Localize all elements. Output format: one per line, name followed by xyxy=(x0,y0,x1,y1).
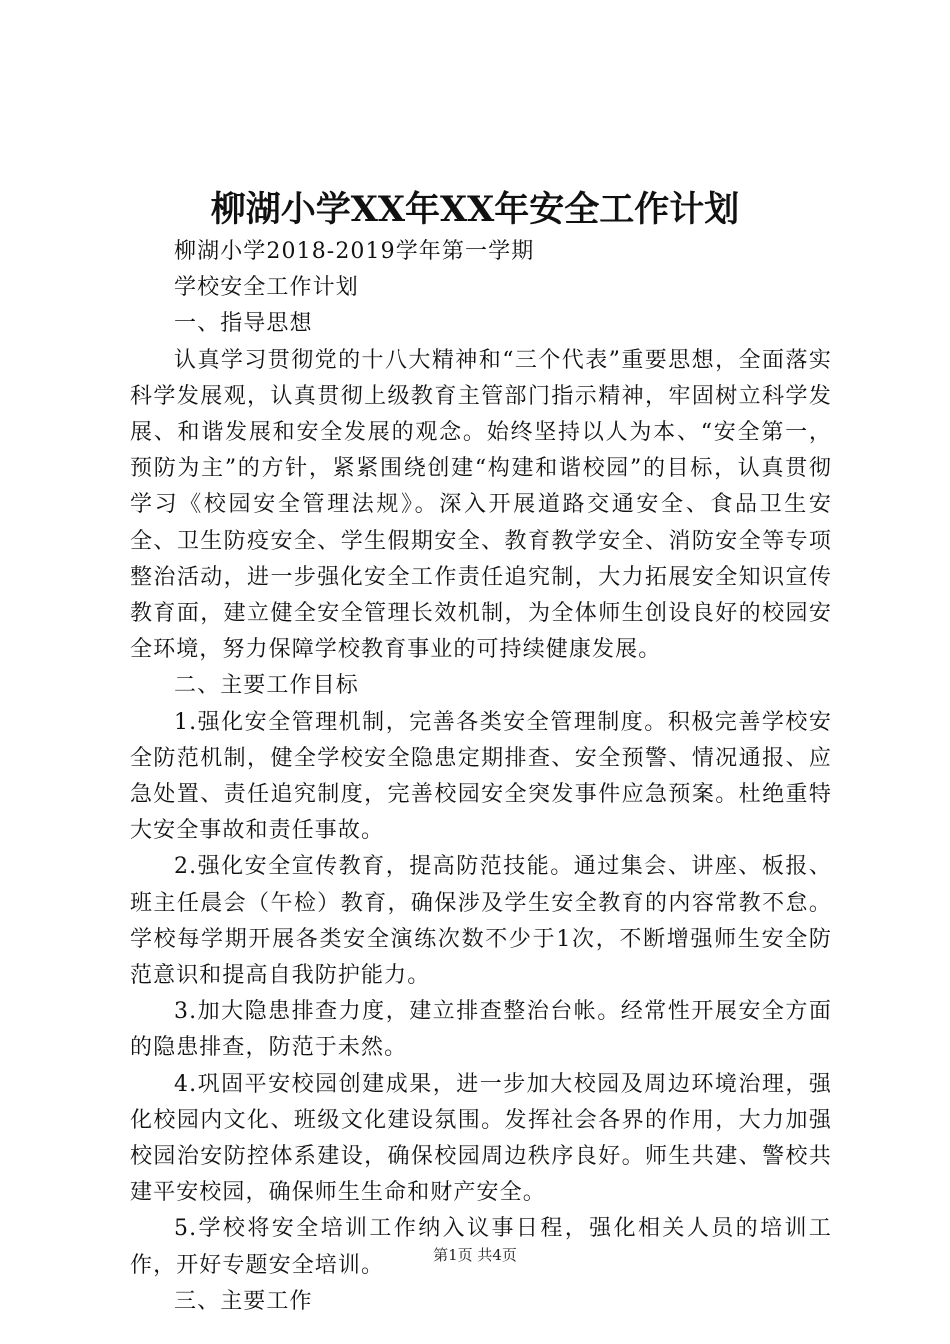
paragraph-goal-2: 2.强化安全宣传教育，提高防范技能。通过集会、讲座、板报、班主任晨会（午检）教育，确保涉及学生安全教育的内容常教不怠。学校每学期开展各类安全演练次数不少于1次，不断增强师生安全防范意识和提高自我防护能力。 xyxy=(130,854,832,989)
paragraph-plan-subtitle: 学校安全工作计划 xyxy=(174,275,359,301)
paragraph-goal-3: 3.加大隐患排查力度，建立排查整治台帐。经常性开展安全方面的隐患排查，防范于未然。 xyxy=(130,999,832,1061)
paragraph-guiding-ideology: 认真学习贯彻党的十八大精神和“三个代表”重要思想，全面落实科学发展观，认真贯彻上级教育主管部门指示精神，牢固树立科学发展、和谐发展和安全发展的观念。始终坚持以人为本、“安全第一，预防为主”的方针，紧紧围绕创建“构建和谐校园”的目标，认真贯彻学习《校园安全管理法规》。深入开展道路交通安全、食品卫生安全、卫生防疫安全、学生假期安全、教育教学安全、消防安全等专项整治活动，进一步强化安全工作责任追究制，大力拓展安全知识宣传教育面，建立健全安全管理长效机制，为全体师生创设良好的校园安全环境，努力保障学校教育事业的可持续健康发展。 xyxy=(130,347,832,663)
document-body xyxy=(130,234,832,1320)
section-heading-guiding-ideology: 一、指导思想 xyxy=(174,311,313,337)
paragraph-goal-5: 5.学校将安全培训工作纳入议事日程，强化相关人员的培训工作，开好专题安全培训。 xyxy=(130,1216,832,1278)
document-title: 柳湖小学XX年XX年安全工作计划 xyxy=(210,189,740,230)
paragraph-goal-1: 1.强化安全管理机制，完善各类安全管理制度。积极完善学校安全防范机制，健全学校安全隐患定期排查、安全预警、情况通报、应急处置、责任追究制度，完善校园安全突发事件应急预案。杜绝重特大安全事故和责任事故。 xyxy=(130,709,832,844)
section-heading-main-goals: 二、主要工作目标 xyxy=(174,673,359,699)
page-number-footer: 第1页 共4页 xyxy=(433,1246,517,1264)
paragraph-school-term: 柳湖小学2018-2019学年第一学期 xyxy=(174,239,535,264)
paragraph-goal-4: 4.巩固平安校园创建成果，进一步加大校园及周边环境治理，强化校园内文化、班级文化建设氛围。发挥社会各界的作用，大力加强校园治安防控体系建设，确保校园周边秩序良好。师生共建、警校共建平安校园，确保师生生命和财产安全。 xyxy=(130,1071,832,1206)
section-heading-main-work: 三、主要工作 xyxy=(174,1288,313,1314)
